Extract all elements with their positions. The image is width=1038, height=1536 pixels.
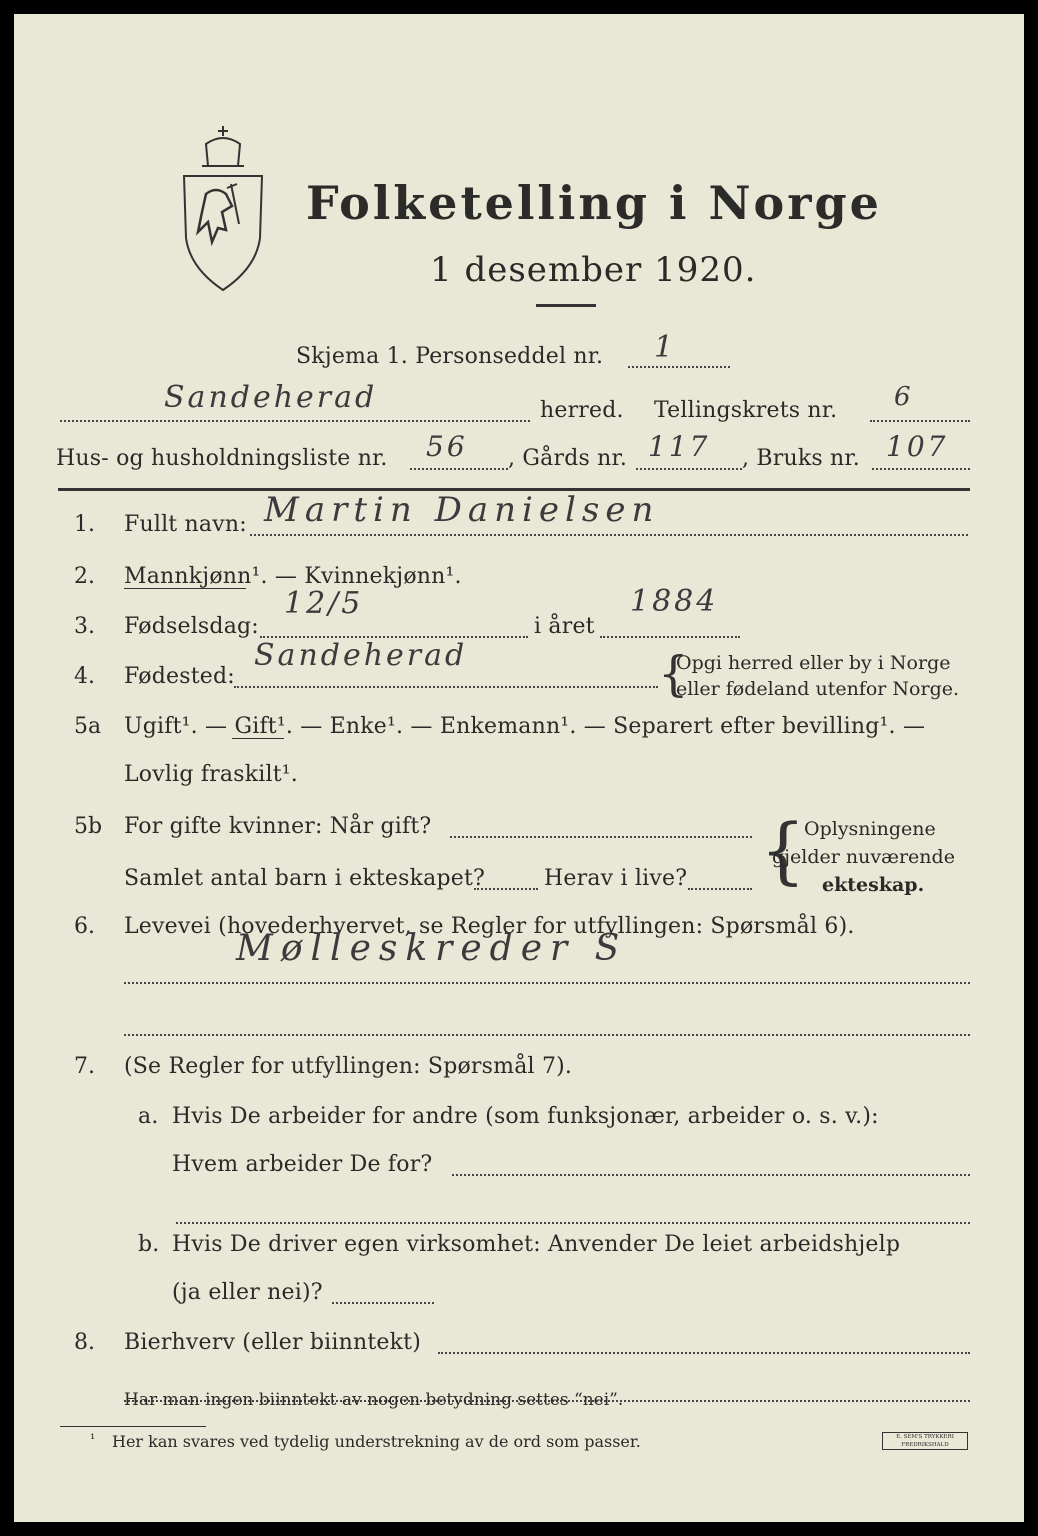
q6-occupation[interactable]: Mølleskreder S	[236, 928, 628, 969]
q1-full-name[interactable]: Martin Danielsen	[264, 490, 660, 530]
q2-label[interactable]: Mannkjønn¹. — Kvinnekjønn¹.	[124, 564, 462, 589]
q5b-label-2: Samlet antal barn i ekteskapet?	[124, 866, 486, 891]
q5a-underline-gift	[232, 738, 284, 739]
tellingskrets-line	[870, 420, 970, 422]
q5a-label[interactable]: Ugift¹. — Gift¹. — Enke¹. — Enkemann¹. — Separert efter bevilling¹. —	[124, 714, 926, 739]
hus-value[interactable]: 56	[426, 430, 468, 463]
bruks-line	[872, 468, 970, 470]
q5b-alive-line	[688, 888, 752, 890]
q5b-married-line	[450, 836, 752, 838]
q2-number: 2.	[74, 564, 95, 589]
q7b-label-2: (ja eller nei)?	[172, 1280, 323, 1305]
q4-note-1: Opgi herred eller by i Norge	[676, 652, 951, 674]
tellingskrets-value[interactable]: 6	[894, 382, 914, 412]
q7b-label: Hvis De driver egen virksomhet: Anvender De leiet arbeidshjelp	[172, 1232, 901, 1257]
q1-line	[250, 534, 968, 536]
q4-note-2: eller fødeland utenfor Norge.	[676, 678, 960, 700]
bruks-label: , Bruks nr.	[742, 446, 860, 471]
personseddel-value[interactable]: 1	[654, 330, 677, 365]
q7a-line-2	[176, 1222, 970, 1224]
gards-line	[636, 468, 742, 470]
title-divider	[536, 304, 596, 307]
q5a-number: 5a	[74, 714, 102, 739]
q4-line	[234, 686, 658, 688]
schema-label: Skjema 1. Personseddel nr.	[296, 344, 604, 369]
q3-birthday[interactable]: 12/5	[284, 586, 364, 621]
form-title: Folketelling i Norge	[306, 176, 882, 230]
q3-year-value[interactable]: 1884	[630, 584, 719, 619]
q7a-line-1	[452, 1174, 970, 1176]
q7-number: 7.	[74, 1054, 95, 1079]
q5b-label-3: Herav i live?	[544, 866, 688, 891]
census-date: 1 desember 1920.	[430, 250, 757, 290]
q2-underline-mannkjonn	[124, 588, 246, 589]
q7b-line	[332, 1302, 434, 1304]
hus-line	[410, 468, 508, 470]
q8-line-1	[438, 1352, 970, 1354]
herred-value[interactable]: Sandeherad	[164, 380, 378, 415]
q7a-label: Hvis De arbeider for andre (som funksjonær, arbeider o. s. v.):	[172, 1104, 879, 1129]
footnote-rule	[60, 1426, 206, 1427]
q4-label: Fødested:	[124, 664, 235, 689]
q5b-note-3: ekteskap.	[822, 874, 925, 896]
q8-label: Bierhverv (eller biinntekt)	[124, 1330, 422, 1355]
gards-value[interactable]: 117	[648, 430, 711, 463]
herred-line	[60, 420, 530, 422]
q3-number: 3.	[74, 614, 95, 639]
footnote-text: Her kan svares ved tydelig understrekning av de ord som passer.	[112, 1432, 641, 1451]
norway-coat-of-arms-icon	[176, 124, 270, 294]
q1-number: 1.	[74, 512, 95, 537]
q6-line-1	[124, 982, 970, 984]
q6-line-2	[124, 1034, 970, 1036]
gards-label: , Gårds nr.	[508, 446, 628, 471]
q6-number: 6.	[74, 914, 95, 939]
q4-number: 4.	[74, 664, 95, 689]
footer-note: Har man ingen biinntekt av nogen betydning settes “nei”.	[124, 1390, 624, 1410]
printer-stamp: E. SEM'S TRYKKERI FREDRIKSHALD	[882, 1432, 968, 1450]
q3-year-line	[600, 636, 740, 638]
census-form-page	[14, 14, 1024, 1522]
q4-brace: {	[658, 646, 689, 702]
q6-label: Levevei (hovederhvervet, se Regler for utfyllingen: Spørsmål 6).	[124, 914, 855, 939]
bruks-value[interactable]: 107	[886, 430, 949, 463]
q8-number: 8.	[74, 1330, 95, 1355]
q7a-label-2: Hvem arbeider De for?	[172, 1152, 433, 1177]
q5b-children-line	[474, 888, 538, 890]
q4-birthplace[interactable]: Sandeherad	[254, 638, 468, 673]
q5b-brace: {	[760, 808, 806, 892]
footnote-mark: ¹	[90, 1432, 96, 1447]
personseddel-line	[628, 366, 730, 368]
q5b-note-2: gjelder nuværende	[772, 846, 955, 868]
hus-label: Hus- og husholdningsliste nr.	[56, 446, 388, 471]
q7b-letter: b.	[138, 1232, 160, 1257]
q5b-label: For gifte kvinner: Når gift?	[124, 814, 432, 839]
herred-label: herred.	[540, 398, 624, 423]
q3-label: Fødselsdag:	[124, 614, 259, 639]
tellingskrets-label: Tellingskrets nr.	[654, 398, 838, 423]
q7a-letter: a.	[138, 1104, 159, 1129]
q5b-number: 5b	[74, 814, 103, 839]
q5b-note-1: Oplysningene	[804, 818, 936, 840]
q1-label: Fullt navn:	[124, 512, 247, 537]
q5a-label-2[interactable]: Lovlig fraskilt¹.	[124, 762, 298, 787]
q7-label: (Se Regler for utfyllingen: Spørsmål 7).	[124, 1054, 573, 1079]
q3-year-label: i året	[534, 614, 595, 639]
